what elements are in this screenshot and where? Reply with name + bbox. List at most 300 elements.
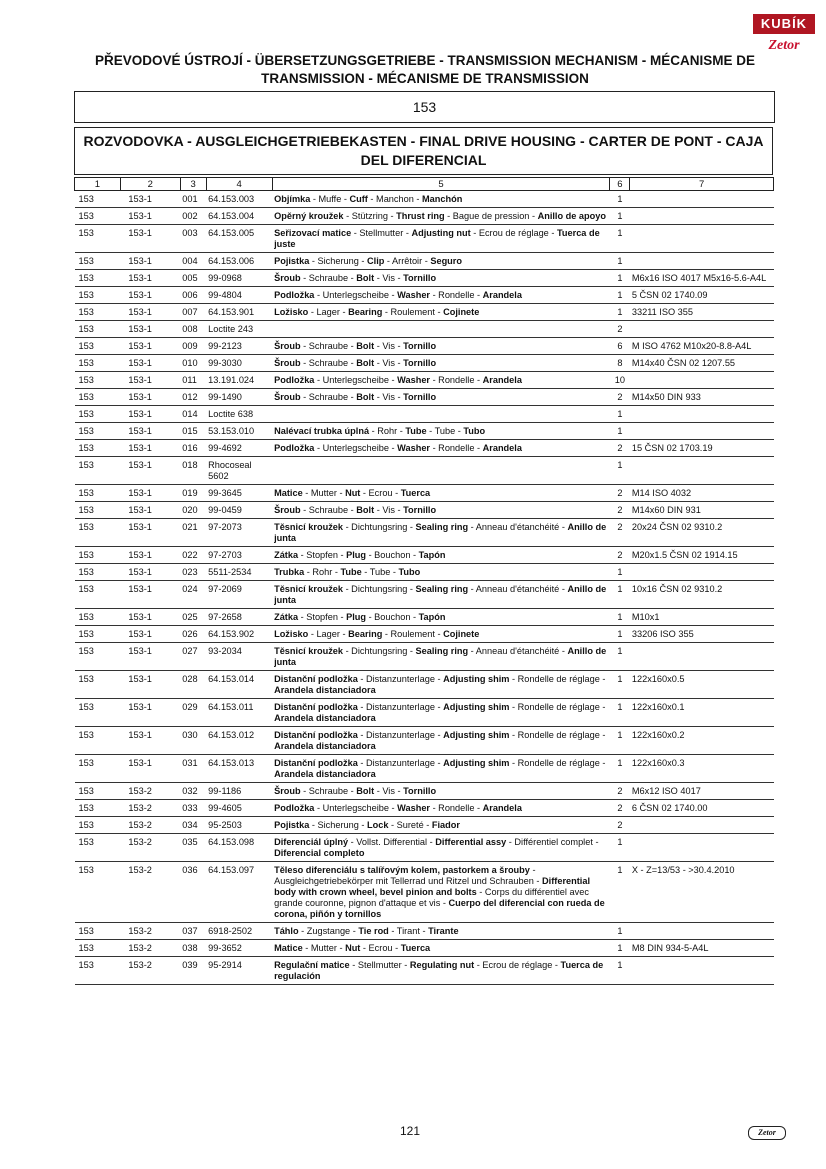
cell-group: 153 [75,406,121,423]
cell-quantity: 10 [610,372,630,389]
cell-description: Těleso diferenciálu s talířovým kolem, pastorkem a šrouby - Ausgleichgetriebekörper mit Tellerrad und Ritzel und Schrauben - Differential body with crown wheel, bevel pinion and bolts - Corps du différentiel avec grande couronne, pignon d'attaque et vis - Cuerpo del diferencial con rueda de corona, piñón y tornillos [272,862,610,923]
cell-description: Těsnicí kroužek - Dichtungsring - Sealing ring - Anneau d'étanchéité - Anillo de junta [272,643,610,671]
table-row [75,727,774,755]
cell-group: 153 [75,485,121,502]
cell-position: 001 [180,191,206,208]
page-number: 121 [399,1124,421,1138]
cell-note: 5 ČSN 02 1740.09 [630,287,774,304]
cell-group: 153 [75,423,121,440]
cell-note [630,564,774,581]
cell-quantity: 1 [610,643,630,671]
cell-quantity: 1 [610,270,630,287]
cell-position: 038 [180,940,206,957]
cell-figure: 153-1 [120,643,180,671]
cell-part-number: 99-0968 [206,270,272,287]
cell-position: 018 [180,457,206,485]
cell-quantity: 1 [610,727,630,755]
cell-note: 6 ČSN 02 1740.00 [630,800,774,817]
cell-quantity: 2 [610,389,630,406]
cell-figure: 153-1 [120,547,180,564]
cell-part-number: 95-2503 [206,817,272,834]
table-row [75,191,774,208]
cell-description [272,406,610,423]
table-row [75,338,774,355]
cell-description: Distanční podložka - Distanzunterlage - Adjusting shim - Rondelle de réglage - Arandela distanciadora [272,755,610,783]
table-row [75,253,774,270]
cell-quantity: 1 [610,626,630,643]
cell-quantity: 2 [610,485,630,502]
cell-note [630,643,774,671]
cell-note: 33211 ISO 355 [630,304,774,321]
table-row [75,755,774,783]
cell-figure: 153-1 [120,338,180,355]
cell-figure: 153-1 [120,440,180,457]
cell-position: 026 [180,626,206,643]
cell-description: Šroub - Schraube - Bolt - Vis - Tornillo [272,502,610,519]
cell-part-number: 95-2914 [206,957,272,985]
cell-figure: 153-1 [120,406,180,423]
cell-group: 153 [75,547,121,564]
cell-quantity: 1 [610,755,630,783]
cell-group: 153 [75,304,121,321]
table-row [75,225,774,253]
cell-quantity: 1 [610,609,630,626]
cell-position: 035 [180,834,206,862]
cell-part-number: Rhocoseal 5602 [206,457,272,485]
cell-figure: 153-1 [120,191,180,208]
cell-quantity: 1 [610,253,630,270]
cell-figure: 153-1 [120,208,180,225]
cell-figure: 153-1 [120,485,180,502]
table-row [75,581,774,609]
cell-description: Šroub - Schraube - Bolt - Vis - Tornillo [272,270,610,287]
table-row [75,862,774,923]
cell-figure: 153-1 [120,519,180,547]
table-row [75,355,774,372]
cell-note: 122x160x0.2 [630,727,774,755]
table-row [75,800,774,817]
cell-description: Těsnicí kroužek - Dichtungsring - Sealing ring - Anneau d'étanchéité - Anillo de junta [272,519,610,547]
cell-figure: 153-1 [120,287,180,304]
table-body [75,191,774,985]
cell-note [630,372,774,389]
cell-position: 016 [180,440,206,457]
cell-group: 153 [75,817,121,834]
cell-part-number: 99-1490 [206,389,272,406]
cell-group: 153 [75,355,121,372]
cell-position: 033 [180,800,206,817]
cell-description: Těsnicí kroužek - Dichtungsring - Sealing ring - Anneau d'étanchéité - Anillo de junta [272,581,610,609]
cell-figure: 153-1 [120,609,180,626]
cell-position: 022 [180,547,206,564]
section-title-line2: DEL DIFERENCIAL [360,152,487,168]
section-title-box [74,127,773,175]
cell-part-number: 99-4605 [206,800,272,817]
cell-quantity: 2 [610,502,630,519]
cell-figure: 153-1 [120,304,180,321]
cell-description: Šroub - Schraube - Bolt - Vis - Tornillo [272,783,610,800]
cell-figure: 153-2 [120,940,180,957]
cell-position: 025 [180,609,206,626]
cell-figure: 153-1 [120,755,180,783]
cell-description: Trubka - Rohr - Tube - Tube - Tubo [272,564,610,581]
table-row [75,609,774,626]
group-number-box: 153 [74,91,775,123]
cell-figure: 153-1 [120,372,180,389]
cell-description: Matice - Mutter - Nut - Ecrou - Tuerca [272,940,610,957]
cell-quantity: 1 [610,564,630,581]
cell-part-number: 64.153.011 [206,699,272,727]
cell-quantity: 2 [610,547,630,564]
cell-figure: 153-1 [120,389,180,406]
cell-quantity: 2 [610,519,630,547]
cell-note: 15 ČSN 02 1703.19 [630,440,774,457]
cell-description: Zátka - Stopfen - Plug - Bouchon - Tapón [272,547,610,564]
table-row [75,208,774,225]
cell-group: 153 [75,699,121,727]
cell-description: Šroub - Schraube - Bolt - Vis - Tornillo [272,389,610,406]
cell-position: 015 [180,423,206,440]
cell-position: 012 [180,389,206,406]
cell-note: M14x40 ČSN 02 1207.55 [630,355,774,372]
cell-position: 002 [180,208,206,225]
cell-quantity: 1 [610,671,630,699]
page-title-line1: PŘEVODOVÉ ÚSTROJÍ - ÜBERSETZUNGSGETRIEBE - TRANSMISSION MECHANISM - MÉCANISME DE [94,53,756,68]
cell-description: Podložka - Unterlegscheibe - Washer - Rondelle - Arandela [272,372,610,389]
cell-group: 153 [75,643,121,671]
cell-position: 021 [180,519,206,547]
table-row [75,940,774,957]
cell-note [630,225,774,253]
cell-part-number: 99-3030 [206,355,272,372]
cell-group: 153 [75,957,121,985]
cell-description: Matice - Mutter - Nut - Ecrou - Tuerca [272,485,610,502]
table-row [75,457,774,485]
cell-description: Seřizovací matice - Stellmutter - Adjusting nut - Ecrou de réglage - Tuerca de juste [272,225,610,253]
cell-part-number: 64.153.901 [206,304,272,321]
cell-note: 10x16 ČSN 02 9310.2 [630,581,774,609]
cell-position: 028 [180,671,206,699]
cell-quantity: 1 [610,699,630,727]
cell-part-number: 64.153.005 [206,225,272,253]
table-row [75,817,774,834]
cell-group: 153 [75,862,121,923]
cell-group: 153 [75,581,121,609]
cell-quantity: 1 [610,862,630,923]
cell-group: 153 [75,834,121,862]
cell-group: 153 [75,321,121,338]
table-header-row [75,178,774,191]
cell-figure: 153-1 [120,564,180,581]
cell-description: Podložka - Unterlegscheibe - Washer - Rondelle - Arandela [272,287,610,304]
cell-note: M14x50 DIN 933 [630,389,774,406]
cell-note: M6x12 ISO 4017 [630,783,774,800]
section-title-line1: ROZVODOVKA - AUSGLEICHGETRIEBEKASTEN - FINAL DRIVE HOUSING - CARTER DE PONT - CAJA [83,133,764,149]
cell-description: Nalévací trubka úplná - Rohr - Tube - Tube - Tubo [272,423,610,440]
cell-group: 153 [75,191,121,208]
cell-quantity: 2 [610,783,630,800]
cell-quantity: 1 [610,923,630,940]
col-header-1: 1 [75,178,121,191]
cell-figure: 153-1 [120,270,180,287]
cell-part-number: 64.153.014 [206,671,272,699]
cell-description: Podložka - Unterlegscheibe - Washer - Rondelle - Arandela [272,440,610,457]
cell-group: 153 [75,609,121,626]
cell-description: Pojistka - Sicherung - Lock - Sureté - Fiador [272,817,610,834]
cell-quantity: 2 [610,321,630,338]
table-row [75,406,774,423]
cell-group: 153 [75,372,121,389]
cell-part-number: 99-0459 [206,502,272,519]
cell-quantity: 1 [610,957,630,985]
cell-part-number: 13.191.024 [206,372,272,389]
cell-description: Pojistka - Sicherung - Clip - Arrêtoir - Seguro [272,253,610,270]
cell-group: 153 [75,338,121,355]
cell-position: 032 [180,783,206,800]
cell-note: 33206 ISO 355 [630,626,774,643]
cell-part-number: 99-2123 [206,338,272,355]
cell-group: 153 [75,727,121,755]
cell-figure: 153-2 [120,862,180,923]
cell-quantity: 6 [610,338,630,355]
table-row [75,287,774,304]
cell-description: Podložka - Unterlegscheibe - Washer - Rondelle - Arandela [272,800,610,817]
cell-position: 007 [180,304,206,321]
cell-note [630,321,774,338]
table-row [75,304,774,321]
cell-part-number: 6918-2502 [206,923,272,940]
cell-quantity: 1 [610,304,630,321]
cell-figure: 153-1 [120,253,180,270]
cell-part-number: 64.153.012 [206,727,272,755]
zetor-brand: Zetor [768,38,800,53]
cell-position: 034 [180,817,206,834]
cell-position: 030 [180,727,206,755]
cell-quantity: 1 [610,940,630,957]
cell-note [630,957,774,985]
cell-group: 153 [75,440,121,457]
cell-part-number: 99-1186 [206,783,272,800]
cell-position: 039 [180,957,206,985]
cell-figure: 153-1 [120,502,180,519]
page-title-line2: TRANSMISSION - MÉCANISME DE TRANSMISSION [261,71,589,86]
table-row [75,783,774,800]
table-row [75,834,774,862]
cell-quantity: 2 [610,817,630,834]
cell-position: 031 [180,755,206,783]
cell-part-number: 93-2034 [206,643,272,671]
cell-group: 153 [75,457,121,485]
cell-note [630,423,774,440]
cell-quantity: 1 [610,406,630,423]
cell-part-number: Loctite 243 [206,321,272,338]
cell-part-number: 97-2703 [206,547,272,564]
cell-description: Zátka - Stopfen - Plug - Bouchon - Tapón [272,609,610,626]
parts-table [74,177,774,985]
cell-group: 153 [75,923,121,940]
cell-figure: 153-2 [120,834,180,862]
cell-note [630,817,774,834]
table-row [75,564,774,581]
cell-group: 153 [75,671,121,699]
cell-description [272,457,610,485]
cell-group: 153 [75,940,121,957]
cell-note [630,457,774,485]
cell-position: 010 [180,355,206,372]
cell-part-number: 5511-2534 [206,564,272,581]
cell-position: 006 [180,287,206,304]
cell-note [630,406,774,423]
cell-figure: 153-1 [120,321,180,338]
cell-quantity: 1 [610,834,630,862]
table-row [75,643,774,671]
cell-position: 019 [180,485,206,502]
cell-part-number: 64.153.097 [206,862,272,923]
cell-group: 153 [75,225,121,253]
cell-position: 005 [180,270,206,287]
cell-position: 037 [180,923,206,940]
cell-note: M10x1 [630,609,774,626]
cell-figure: 153-1 [120,626,180,643]
cell-position: 009 [180,338,206,355]
table-row [75,923,774,940]
cell-note: 122x160x0.1 [630,699,774,727]
col-header-4: 4 [206,178,272,191]
kubik-brand: KUBÍK [753,14,815,34]
cell-position: 020 [180,502,206,519]
table-row [75,485,774,502]
cell-figure: 153-1 [120,225,180,253]
cell-figure: 153-1 [120,581,180,609]
footer-zetor-logo: Zetor [748,1126,786,1140]
cell-part-number: 53.153.010 [206,423,272,440]
cell-part-number: 97-2069 [206,581,272,609]
cell-figure: 153-2 [120,800,180,817]
cell-part-number: 99-4692 [206,440,272,457]
cell-quantity: 8 [610,355,630,372]
cell-quantity: 2 [610,440,630,457]
cell-group: 153 [75,783,121,800]
table-row [75,321,774,338]
cell-group: 153 [75,626,121,643]
cell-position: 014 [180,406,206,423]
col-header-7: 7 [630,178,774,191]
cell-part-number: 64.153.098 [206,834,272,862]
cell-position: 011 [180,372,206,389]
cell-quantity: 1 [610,287,630,304]
cell-note [630,834,774,862]
cell-group: 153 [75,502,121,519]
cell-figure: 153-2 [120,783,180,800]
table-row [75,671,774,699]
cell-part-number: 64.153.013 [206,755,272,783]
cell-position: 027 [180,643,206,671]
col-header-2: 2 [120,178,180,191]
cell-description: Ložisko - Lager - Bearing - Roulement - Cojinete [272,626,610,643]
table-row [75,626,774,643]
table-row [75,519,774,547]
cell-group: 153 [75,564,121,581]
cell-part-number: 97-2073 [206,519,272,547]
cell-quantity: 1 [610,457,630,485]
cell-quantity: 1 [610,423,630,440]
cell-description: Diferenciál úplný - Vollst. Differential - Differential assy - Différentiel complet - Diferencial completo [272,834,610,862]
cell-description: Objímka - Muffe - Cuff - Manchon - Manchón [272,191,610,208]
cell-figure: 153-1 [120,423,180,440]
cell-figure: 153-1 [120,671,180,699]
cell-group: 153 [75,389,121,406]
cell-note: M8 DIN 934-5-A4L [630,940,774,957]
cell-note: M14x60 DIN 931 [630,502,774,519]
cell-note: 122x160x0.5 [630,671,774,699]
cell-figure: 153-2 [120,817,180,834]
cell-note: M14 ISO 4032 [630,485,774,502]
cell-description: Šroub - Schraube - Bolt - Vis - Tornillo [272,355,610,372]
cell-description: Opěrný kroužek - Stützring - Thrust ring - Bague de pression - Anillo de apoyo [272,208,610,225]
cell-group: 153 [75,253,121,270]
cell-group: 153 [75,800,121,817]
cell-note [630,208,774,225]
cell-part-number: 99-4804 [206,287,272,304]
col-header-3: 3 [180,178,206,191]
cell-description: Ložisko - Lager - Bearing - Roulement - Cojinete [272,304,610,321]
cell-part-number: 64.153.902 [206,626,272,643]
table-row [75,423,774,440]
cell-group: 153 [75,755,121,783]
cell-note: 20x24 ČSN 02 9310.2 [630,519,774,547]
cell-group: 153 [75,519,121,547]
cell-description: Distanční podložka - Distanzunterlage - Adjusting shim - Rondelle de réglage - Arandela distanciadora [272,727,610,755]
cell-note: M20x1.5 ČSN 02 1914.15 [630,547,774,564]
cell-position: 036 [180,862,206,923]
cell-position: 003 [180,225,206,253]
cell-note: M6x16 ISO 4017 M5x16-5.6-A4L [630,270,774,287]
table-row [75,372,774,389]
cell-description: Šroub - Schraube - Bolt - Vis - Tornillo [272,338,610,355]
cell-part-number: Loctite 638 [206,406,272,423]
cell-part-number: 99-3645 [206,485,272,502]
cell-position: 024 [180,581,206,609]
page-title [80,52,770,88]
table-row [75,389,774,406]
cell-position: 023 [180,564,206,581]
cell-quantity: 1 [610,208,630,225]
cell-figure: 153-2 [120,923,180,940]
cell-figure: 153-1 [120,727,180,755]
cell-quantity: 2 [610,800,630,817]
cell-description: Distanční podložka - Distanzunterlage - Adjusting shim - Rondelle de réglage - Arandela distanciadora [272,671,610,699]
cell-note [630,253,774,270]
cell-quantity: 1 [610,191,630,208]
cell-quantity: 1 [610,581,630,609]
cell-figure: 153-2 [120,957,180,985]
cell-part-number: 99-3652 [206,940,272,957]
table-row [75,270,774,287]
cell-description: Distanční podložka - Distanzunterlage - Adjusting shim - Rondelle de réglage - Arandela distanciadora [272,699,610,727]
cell-figure: 153-1 [120,457,180,485]
cell-note [630,923,774,940]
table-row [75,440,774,457]
cell-note: X - Z=13/53 - >30.4.2010 [630,862,774,923]
table-row [75,502,774,519]
cell-position: 004 [180,253,206,270]
cell-position: 008 [180,321,206,338]
table-row [75,699,774,727]
cell-part-number: 97-2658 [206,609,272,626]
cell-group: 153 [75,208,121,225]
cell-figure: 153-1 [120,699,180,727]
cell-note: 122x160x0.3 [630,755,774,783]
